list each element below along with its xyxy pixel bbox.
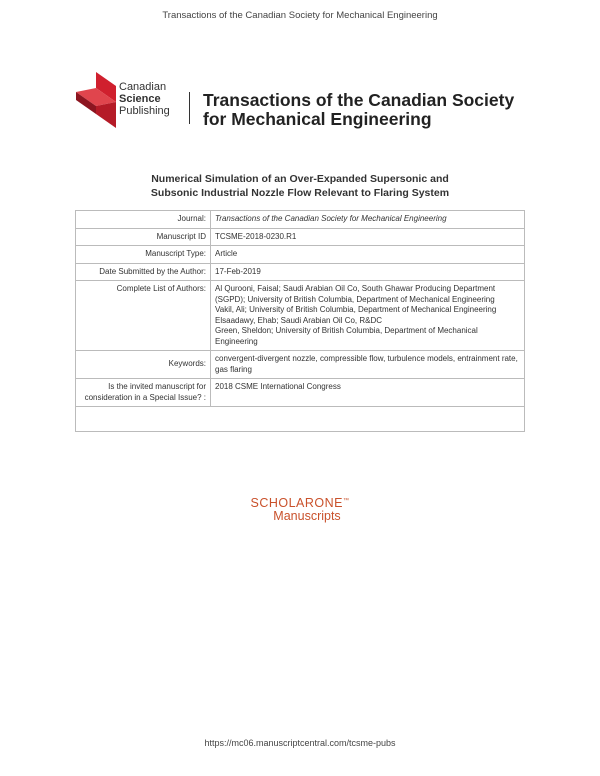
table-row xyxy=(76,281,525,351)
csp-logo-mark-icon xyxy=(76,72,116,128)
paper-title-line1: Numerical Simulation of an Over-Expanded Supersonic and xyxy=(151,173,449,185)
logo-line-canadian: Canadian xyxy=(119,81,167,93)
manuscript-id-label: Manuscript ID xyxy=(76,228,211,246)
manuscripts-wordmark: Manuscripts xyxy=(273,509,341,523)
scholarone-text: SCHOLARONE xyxy=(250,496,344,510)
logo-line-publishing: Publishing xyxy=(119,105,170,117)
table-row xyxy=(76,228,525,246)
paper-title xyxy=(0,172,600,200)
date-submitted-value: 17-Feb-2019 xyxy=(211,263,525,281)
special-issue-value: 2018 CSME International Congress xyxy=(211,379,525,407)
publisher-logo-text xyxy=(119,81,170,117)
empty-cell xyxy=(76,407,525,432)
logo-line-science: Science xyxy=(119,93,161,105)
table-row xyxy=(76,263,525,281)
table-row xyxy=(76,379,525,407)
authors-label: Complete List of Authors: xyxy=(76,281,211,351)
manuscript-id-value: TCSME-2018-0230.R1 xyxy=(211,228,525,246)
authors-value xyxy=(211,281,525,351)
table-row-empty xyxy=(76,407,525,432)
scholarone-wordmark xyxy=(0,496,600,510)
author-entry: Elsaadawy, Ehab; Saudi Arabian Oil Co, R&DC xyxy=(215,315,383,325)
journal-value: Transactions of the Canadian Society for Mechanical Engineering xyxy=(211,211,525,229)
journal-label: Journal: xyxy=(76,211,211,229)
logo-divider xyxy=(189,92,190,124)
author-entry: Green, Sheldon; University of British Columbia, Department of Mechanical Engineering xyxy=(215,326,478,346)
publisher-logo-block xyxy=(76,72,536,128)
journal-name-line1: Transactions of the Canadian Society xyxy=(203,90,515,110)
paper-title-line2: Subsonic Industrial Nozzle Flow Relevant to Flaring System xyxy=(150,187,450,199)
author-entry: Vakil, Ali; University of British Columbia, Department of Mechanical Engineering xyxy=(215,305,497,314)
table-row xyxy=(76,246,525,264)
table-row xyxy=(76,351,525,379)
running-header: Transactions of the Canadian Society for Mechanical Engineering xyxy=(162,10,438,21)
manuscript-type-value: Article xyxy=(211,246,525,264)
special-issue-label: Is the invited manuscript for consideration in a Special Issue? : xyxy=(76,379,211,407)
footer-url: https://mc06.manuscriptcentral.com/tcsme-pubs xyxy=(204,738,396,748)
journal-name xyxy=(203,91,514,129)
keywords-value: convergent-divergent nozzle, compressible flow, turbulence models, entrainment rate, gas flaring xyxy=(211,351,525,379)
manuscript-info-table xyxy=(75,210,525,432)
manuscript-type-label: Manuscript Type: xyxy=(76,246,211,264)
trademark-symbol: ™ xyxy=(343,497,350,504)
journal-name-line2: for Mechanical Engineering xyxy=(203,109,432,129)
table-row xyxy=(76,211,525,229)
date-submitted-label: Date Submitted by the Author: xyxy=(76,263,211,281)
keywords-label: Keywords: xyxy=(76,351,211,379)
author-entry: Al Qurooni, Faisal; Saudi Arabian Oil Co, South Ghawar Producing Department (SGPD); University of British Columbia, Department of Mechanical Engineering xyxy=(215,284,496,304)
scholarone-logo xyxy=(0,496,600,523)
